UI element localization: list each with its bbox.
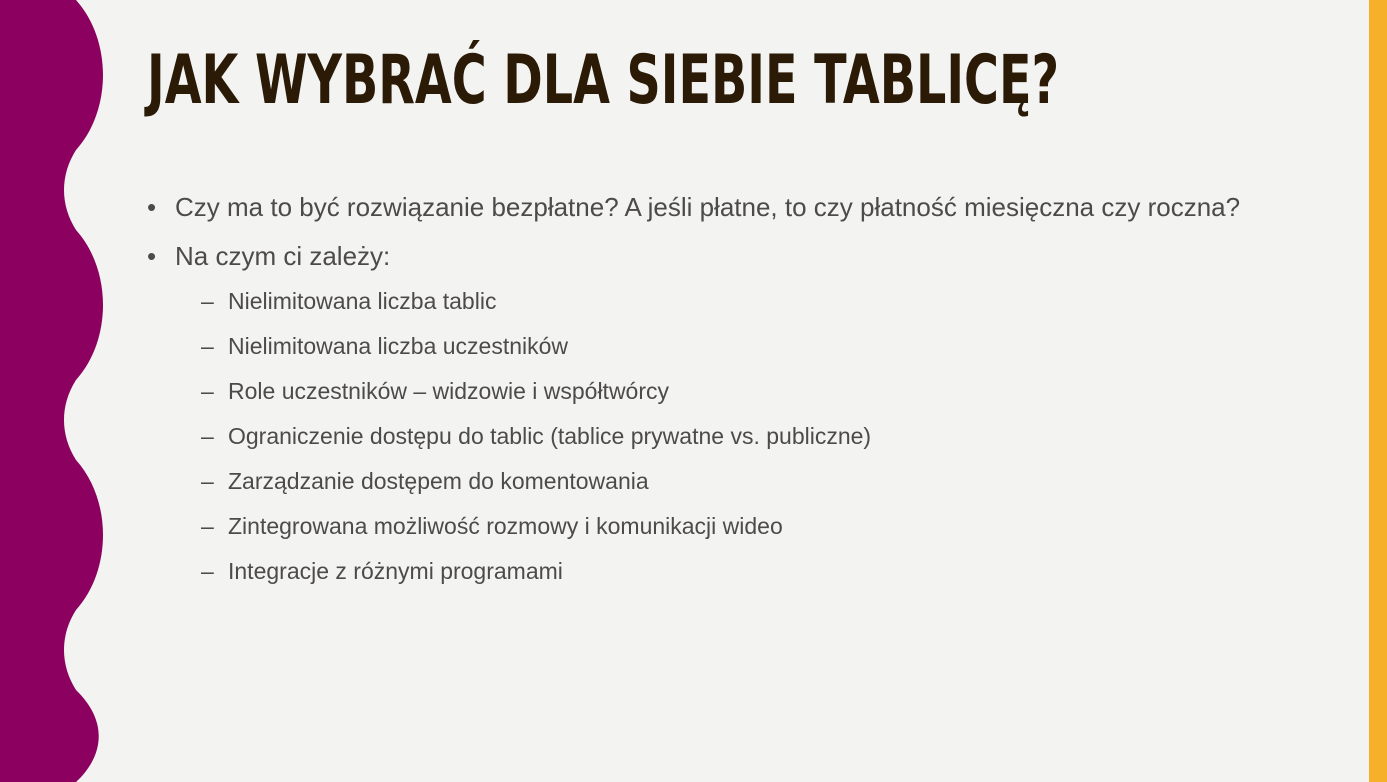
bullet-item [147,235,1347,277]
bullet-marker: • [147,241,157,271]
sub-bullet-text: Ograniczenie dostępu do tablic (tablice prywatne vs. publiczne) [228,423,872,449]
sub-bullet-marker: – [201,378,214,404]
sub-bullet-marker: – [201,558,214,584]
sub-bullet-marker: – [201,333,214,359]
sub-bullet-item [147,463,1347,499]
sub-bullet-text: Zarządzanie dostępem do komentowania [228,468,649,494]
sub-bullet-text: Nielimitowana liczba tablic [228,288,497,314]
sub-bullet-text: Integracje z różnymi programami [228,558,563,584]
sub-bullet-item [147,553,1347,589]
sub-bullet-text: Role uczestników – widzowie i współtwórcy [228,378,669,404]
sub-bullet-item [147,373,1347,409]
sub-bullet-marker: – [201,468,214,494]
slide-title: JAK WYBRAĆ DLA SIEBIE TABLICĘ? [147,41,1060,120]
wave-band-shape [0,0,103,782]
slide-body [147,186,1347,598]
sub-bullet-item [147,283,1347,319]
sub-bullet-item [147,328,1347,364]
bullet-marker: • [147,192,157,222]
sub-bullet-item [147,418,1347,454]
sub-bullet-text: Nielimitowana liczba uczestników [228,333,569,359]
sub-bullet-marker: – [201,288,214,314]
bullet-text: Na czym ci zależy: [175,241,391,271]
sub-bullet-marker: – [201,513,214,539]
sub-bullet-list [147,283,1347,589]
sub-bullet-item [147,508,1347,544]
sub-bullet-marker: – [201,423,214,449]
accent-bar [1369,0,1387,782]
sub-bullet-text: Zintegrowana możliwość rozmowy i komunikacji wideo [228,513,783,539]
bullet-item [147,186,1347,228]
bullet-text: Czy ma to być rozwiązanie bezpłatne? A jeśli płatne, to czy płatność miesięczna czy roczna? [175,192,1241,222]
wave-decoration [0,0,110,782]
